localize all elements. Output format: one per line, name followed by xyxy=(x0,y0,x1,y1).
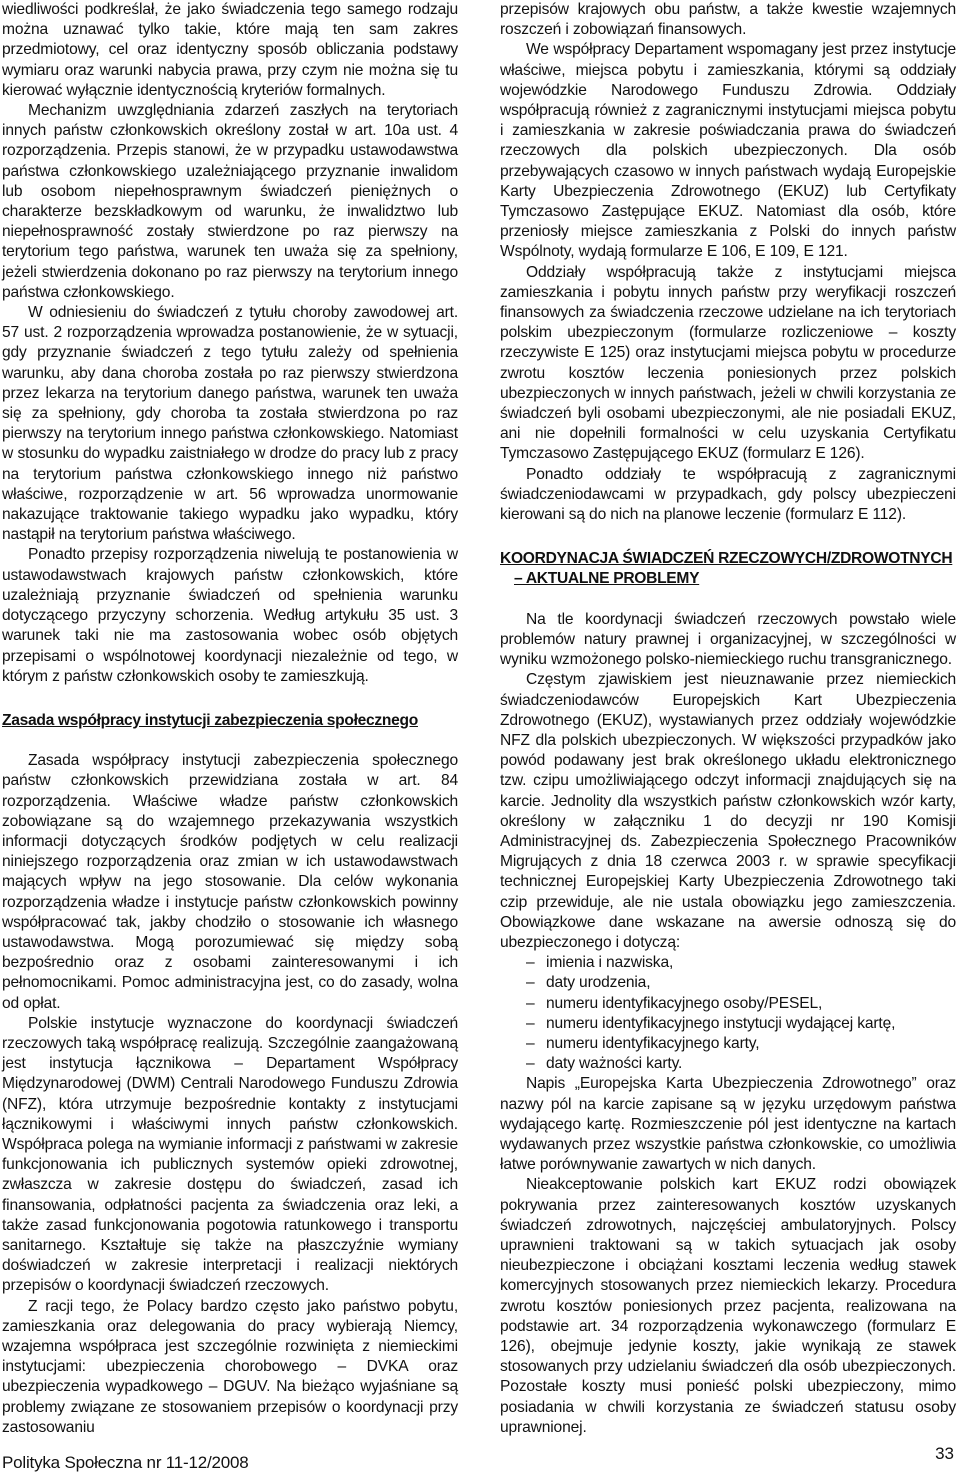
paragraph: Częstym zjawiskiem jest nieuznawanie przez niemieckich świadczeniodawców Europejskich Kart Ubezpieczenia Zdrowotnego (EKUZ), wystawianych przez oddziały wojewódzkie NFZ dla polskich ubezpieczonych. W większości przypadków jako powód podawany jest brak określonego układu elektronicznego tzw. czipu umożliwiającego odczyt informacji znajdujących się na karcie. Jednolity dla wszystkich państw członkowskich wzór karty, określony w załączniku 1 do decyzji nr 190 Komisji Administracyjnej ds. Zabezpieczenia Społecznego Pracowników Migrujących z dnia 18 czerwca 2003 r. w sprawie specyfikacji technicznej Europejskiej Karty Ubezpieczenia Zdrowotnego taki czip przewiduje, ale nie ustala obowiązku jego zamieszczenia. Obowiązkowe dane wskazane na awersie odnoszą się do ubezpieczonego i dotyczą: xyxy=(500,671,956,951)
right-column xyxy=(500,0,956,1438)
paragraph: Napis „Europejska Karta Ubezpieczenia Zdrowotnego” oraz nazwy pól na karcie zapisane są w języku urzędowym państwa wydającego kartę. Rozmieszczenie pól jest identyczne na kartach wydawanych przez wszystkie państwa członkowskie, co umożliwia łatwe porównywanie zawartych w nich danych. xyxy=(500,1075,956,1174)
paragraph: przepisów krajowych obu państw, a także kwestie wzajemnych roszczeń i zobowiązań finansowych. xyxy=(500,1,956,39)
spacer xyxy=(500,525,956,549)
section-heading-line-1: KOORDYNACJA ŚWIADCZEŃ RZECZOWYCH/ZDROWOTNYCH xyxy=(500,550,953,568)
spacer xyxy=(2,731,458,751)
section-heading xyxy=(500,549,956,589)
list-item: – numeru identyfikacyjnego osoby/PESEL, xyxy=(526,994,956,1014)
list-item: – daty urodzenia, xyxy=(526,973,956,993)
paragraph: Mechanizm uwzględniania zdarzeń zaszłych na terytoriach innych państw członkowskich określony został w art. 10a ust. 4 rozporządzenia. Przepis stanowi, że w przypadku ustawodawstwa państwa członkowskiego uzależniającego przyznanie inwalidom lub osobom niepełnosprawnym świadczeń pieniężnych o charakterze bezskładkowym od warunku, że inwalidztwo lub niepełnosprawność zostały stwierdzone po raz pierwszy na terytorium tego państwa, warunek ten uważa się za spełniony, jeżeli stwierdzenia dokonano po raz pierwszy na terytorium innego państwa członkowskiego. xyxy=(2,102,458,301)
paragraph: Z racji tego, że Polacy bardzo często jako państwo pobytu, zamieszkania oraz delegowania do pracy wybierają Niemcy, wzajemna współpraca jest szczególnie rozwinięta z niemieckimi instytucjami: ubezpieczenia chorobowego – DVKA oraz ubezpieczenia wypadkowego – DGUV. Na bieżąco wyjaśniane są problemy związane ze stosowaniem przepisów o koordynacji przy zastosowaniu xyxy=(2,1297,458,1436)
paragraph: Ponadto przepisy rozporządzenia niwelują te postanowienia w ustawodawstwach krajowych państw członkowskich, które uzależniają przyznanie świadczeń od spełnienia warunku dotyczącego przyczyny schorzenia. Według artykułu 35 ust. 3 warunek taki nie ma zastosowania wobec osób objętych przepisami o wspólnotowej koordynacji niezależnie od tego, w którym z państw członkowskich osoby te zamieszkują. xyxy=(2,546,458,685)
paragraph: Na tle koordynacji świadczeń rzeczowych powstało wiele problemów natury prawnej i organizacyjnej, w szczególności w wyniku wzmożonego polsko-niemieckiego ruchu transgranicznego. xyxy=(500,610,956,669)
list-item: – daty ważności karty. xyxy=(526,1054,956,1074)
left-column xyxy=(2,0,458,1438)
paragraph: Oddziały współpracują także z instytucjami miejsca zamieszkania i pobytu innych państw przy weryfikacji roszczeń finansowych za świadczenia rzeczowe udzielane na ich terytoriach polskim ubezpieczonym (formularze rozliczeniowe – koszty rzeczywiste E 125) oraz instytucjami miejsca pobytu w procedurze zwrotu kosztów leczenia poniesionych przez polskich ubezpieczonych w innych państwach, jeżeli w chwili korzystania ze świadczeń byli osobami ubezpieczonymi, ale nie posiadali EKUZ, ani nie dopełnili formalności w celu uzyskania Certyfikatu Tymczasowo Zastępującego EKUZ (formularz E 126). xyxy=(500,263,956,463)
paragraph: Zasada współpracy instytucji zabezpieczenia społecznego państw członkowskich przewidziana została w art. 84 rozporządzenia. Właściwe władze państw członkowskich zobowiązane są do wzajemnego przekazywania wszystkich informacji dotyczących środków podjętych w celu realizacji niniejszego rozporządzenia oraz zmian w ich ustawodawstwach mających wpływ na jego stosowanie. Dla celów wykonania rozporządzenia władze i instytucje państw członkowskich powinny współpracować tak, jakby chodziło o stosowanie ich własnego ustawodawstwa. Mogą porozumiewać się między sobą bezpośrednio oraz z osobami zainteresowanymi i ich pełnomocnikami. Pomoc administracyjna jest, co do zasady, wolna od opłat. xyxy=(2,752,458,1012)
paragraph: wiedliwości podkreślał, że jako świadczenia tego samego rodzaju można uznawać tylko takie, które mają ten sam zakres przedmiotowy, cel oraz identyczny sposób obliczania podstawy wymiaru oraz warunki nabycia prawa, przy czym nie można się tu kierować wyłącznie identycznością kryteriów formalnych. xyxy=(2,1,458,99)
section-heading: Zasada współpracy instytucji zabezpieczenia społecznego xyxy=(2,711,418,729)
paragraph: Nieakceptowanie polskich kart EKUZ rodzi obowiązek pokrywania przez zainteresowanych kosztów uzyskanych świadczeń zdrowotnych, najczęściej ambulatoryjnych. Polscy uprawnieni traktowani są w takich sytuacjach jak osoby nieubezpieczone i obciążani kosztami leczenia według stawek komercyjnych stosowanych przez niemieckich lekarzy. Procedura zwrotu kosztów poniesionych przez pacjenta, realizowana na podstawie art. 34 rozporządzenia wykonawczego (formularz E 126), obejmuje jedynie koszty, jakie wynikają ze stawek stosowanych przy udzielaniu świadczeń dla osób ubezpieczonych. Pozostałe koszty musi ponieść polski ubezpieczony, mimo posiadania w chwili korzystania ze świadczeń statusu osoby uprawnionej. xyxy=(500,1176,956,1436)
paragraph: We współpracy Departament wspomagany jest przez instytucje właściwe, miejsca pobytu i zamieszkania, którymi są oddziały wojewódzkie Narodowego Funduszu Zdrowia. Oddziały współpracują również z zagranicznymi instytucjami miejsca pobytu i zamieszkania w zakresie poświadczania prawa do świadczeń rzeczowych dla polskich ubezpieczonych. Dla osób przebywających czasowo w innych państwach wydają Europejskie Karty Ubezpieczenia Zdrowotnego (EKUZ) lub Certyfikaty Tymczasowo Zastępujące EKUZ. Natomiast dla osób, które przeniosły miejsce zamieszkania z Polski do innych państw Wspólnoty, wydają formularze E 106, E 109, E 121. xyxy=(500,41,956,261)
list-item: – numeru identyfikacyjnego instytucji wydającej kartę, xyxy=(526,1014,956,1034)
dash-list xyxy=(500,953,956,1074)
paragraph: W odniesieniu do świadczeń z tytułu choroby zawodowej art. 57 ust. 2 rozporządzenia wprowadza postanowienie, że w sytuacji, gdy przyznanie świadczeń z tego tytułu zależy od spełnienia warunku, aby dana choroba została po raz pierwszy stwierdzona przez lekarza na terytorium danego państwa, warunek ten uważa się za spełniony, gdy choroba ta została stwierdzona po raz pierwszy na terytorium innego państwa członkowskiego. Natomiast w stosunku do wypadku zaistniałego w drodze do pracy lub z pracy na terytorium państwa członkowskiego innego niż państwo właściwe, rozporządzenie w art. 56 wprowadza unormowanie nakazujące traktowanie takiego wypadku jako wypadku, który nastąpił na terytorium państwa właściwego. xyxy=(2,304,458,544)
paragraph: Ponadto oddziały te współpracują z zagranicznymi świadczeniodawcami w przypadkach, gdy polscy ubezpieczeni kierowani są do nich na planowe leczenie (formularz E 112). xyxy=(500,465,956,524)
paragraph: Polskie instytucje wyznaczone do koordynacji świadczeń rzeczowych taką współpracę realizują. Szczególnie zaangażowaną jest instytucja łącznikowa – Departament Współpracy Międzynarodowej (DWM) Centrali Narodowego Funduszu Zdrowia (NFZ), która utrzymuje bezpośrednie kontakty z instytucjami łącznikowymi i właściwymi innych państw członkowskich. Współpraca polega na wymianie informacji z państwami w zakresie funkcjonowania ich publicznych systemów opieki zdrowotnej, zwłaszcza w zakresie dostępu do świadczeń, zasad ich finansowania, odpłatności pacjenta za świadczenia oraz leki, a także zasad funkcjonowania pogotowia ratunkowego i transportu sanitarnego. Kształtuje się także na płaszczyźnie wymiany doświadczeń w zakresie interpretacji i realizacji niektórych przepisów o koordynacji świadczeń rzeczowych. xyxy=(2,1014,458,1295)
list-item: – imienia i nazwiska, xyxy=(526,953,956,973)
spacer xyxy=(500,590,956,610)
list-item: – numeru identyfikacyjnego karty, xyxy=(526,1034,956,1054)
journal-footer: Polityka Społeczna nr 11-12/2008 xyxy=(2,1453,249,1472)
spacer xyxy=(2,687,458,711)
page-number: 33 xyxy=(935,1444,954,1463)
section-heading-line-2: – AKTUALNE PROBLEMY xyxy=(514,570,700,588)
